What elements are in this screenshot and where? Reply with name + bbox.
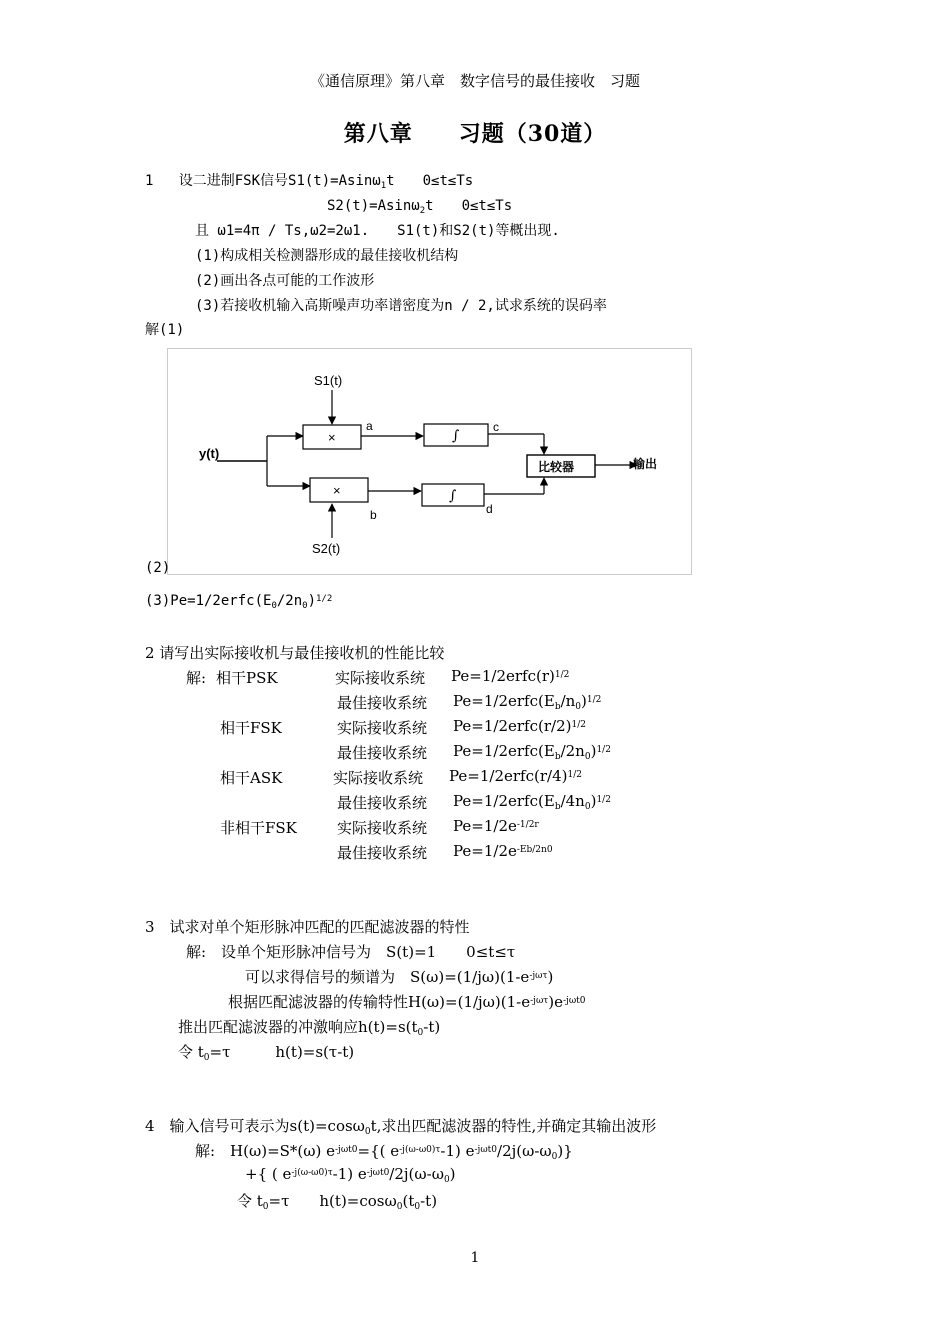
q2-title: 2 请写出实际接收机与最佳接收机的性能比较	[145, 644, 445, 662]
q2-psk-best-formula: $Pe=1/2erfc(E_b/n_0)^{1/2}$	[453, 692, 602, 712]
q2-ask-label: 相干ASK	[220, 769, 283, 787]
q2-ask-actual-formula: $Pe=1/2erfc(r/4)^{1/2}$	[449, 767, 582, 785]
q3-title: 3 试求对单个矩形脉冲匹配的匹配滤波器的特性	[145, 918, 470, 936]
q2-psk-best-label: 最佳接收系统	[337, 694, 428, 712]
page-number: 1	[470, 1250, 480, 1266]
q4-title: 4 输入信号可表示为s(t)=cosω$_0$t,求出匹配滤波器的特性,并确定其输出波形	[145, 1117, 657, 1137]
q2-fsk-actual-label: 实际接收系统	[337, 719, 428, 737]
point-b-label: b	[370, 508, 377, 522]
s1-label: S1(t)	[314, 373, 343, 388]
output-label: 输出	[633, 457, 658, 471]
q2-nfsk-best-formula: $Pe=1/2e^{-Eb/2n0}$	[453, 842, 553, 860]
q2-nfsk-best-label: 最佳接收系统	[337, 844, 428, 862]
point-c-label: c	[493, 420, 499, 434]
q1-solution-3: $(3)Pe=1/2erfc(E_0/2n_0)^{1/2}$	[145, 593, 333, 611]
upper-integrator-symbol: ∫	[452, 428, 460, 444]
q1-line2: S2(t)=Asinω$_2$t 0≤t≤Ts	[327, 198, 513, 216]
upper-multiplier-symbol: ×	[328, 430, 336, 445]
q3-line2: 可以求得信号的频谱为 $S(\omega)=(1/j\omega)(1-e^{-j\omega\tau})$	[245, 968, 554, 986]
q1-line3: 且 ω1=4π / Ts,ω2=2ω1. S1(t)和S2(t)等概出现.	[195, 223, 560, 239]
q3-line4: 推出匹配滤波器的冲激响应$h(t)=s(t_0-t)$	[178, 1018, 441, 1038]
q4-line1: 解: H(ω)=S*(ω) $e^{-j\omega t0}=${( $e^{-j(\omega-\omega 0)\tau}-1$) $e^{-j\omega t0}/2j(\omega-\omega_0)$}	[195, 1142, 573, 1162]
q2-psk-actual-formula: $Pe=1/2erfc(r)^{1/2}$	[451, 667, 570, 685]
q2-psk-label: 相干PSK	[216, 669, 278, 687]
page-header: 《通信原理》第八章 数字信号的最佳接收 习题	[309, 72, 640, 90]
q2-ask-best-label: 最佳接收系统	[337, 794, 428, 812]
q3-line3: 根据匹配滤波器的传输特性$H(\omega)=(1/j\omega)(1-e^{-j\omega\tau})e^{-j\omega t0}$	[228, 993, 586, 1011]
q1-item1: (1)构成相关检测器形成的最佳接收机结构	[195, 248, 459, 264]
q2-fsk-label: 相干FSK	[220, 719, 282, 737]
q2-ask-best-formula: $Pe=1/2erfc(E_b/4n_0)^{1/2}$	[453, 792, 611, 812]
q2-nfsk-actual-formula: $Pe=1/2e^{-1/2r}$	[453, 817, 539, 835]
q4-line3: 令 $t_0=\tau$ $h(t)=\cos\omega_0(t_0-t)$	[237, 1192, 438, 1212]
q2-fsk-best-label: 最佳接收系统	[337, 744, 428, 762]
q1-solution-2: (2)	[145, 560, 171, 576]
q3-line5: 令 $t_0=\tau$ h(t)=s(τ-t)	[178, 1043, 355, 1063]
s2-label: S2(t)	[312, 541, 341, 556]
receiver-block-diagram	[167, 348, 692, 575]
q1-item2: (2)画出各点可能的工作波形	[195, 273, 375, 289]
point-d-label: d	[486, 502, 493, 516]
q2-fsk-best-formula: $Pe=1/2erfc(E_b/2n_0)^{1/2}$	[453, 742, 611, 762]
diagram-input-label: y(t)	[199, 446, 220, 461]
page-title: 第八章 习题（30道）	[343, 121, 607, 147]
point-a-label: a	[366, 419, 373, 433]
q2-nfsk-label: 非相干FSK	[220, 819, 297, 837]
q2-jie: 解:	[186, 669, 207, 687]
comparator-label: 比较器	[538, 460, 575, 474]
q2-fsk-actual-formula: $Pe=1/2erfc(r/2)^{1/2}$	[453, 717, 586, 735]
q1-item3: (3)若接收机输入高斯噪声功率谱密度为n / 2,试求系统的误码率	[195, 298, 607, 314]
q2-nfsk-actual-label: 实际接收系统	[337, 819, 428, 837]
lower-integrator-symbol: ∫	[449, 488, 457, 504]
q1-line1: 1 设二进制FSK信号S1(t)=Asinω$_1$t 0≤t≤Ts	[145, 173, 474, 191]
lower-multiplier-symbol: ×	[333, 483, 341, 498]
q3-line1: 解: 设单个矩形脉冲信号为 S(t)=1 0≤t≤τ	[186, 943, 516, 961]
q2-ask-actual-label: 实际接收系统	[333, 769, 424, 787]
q1-solution-1: 解(1)	[145, 322, 185, 338]
q1-number: 1	[145, 173, 154, 189]
q4-line2: +{ ( $e^{-j(\omega-\omega 0)\tau}-1$) $e^{-j\omega t0}/2j(\omega-\omega_0)$	[245, 1165, 456, 1185]
q2-psk-actual-label: 实际接收系统	[335, 669, 426, 687]
